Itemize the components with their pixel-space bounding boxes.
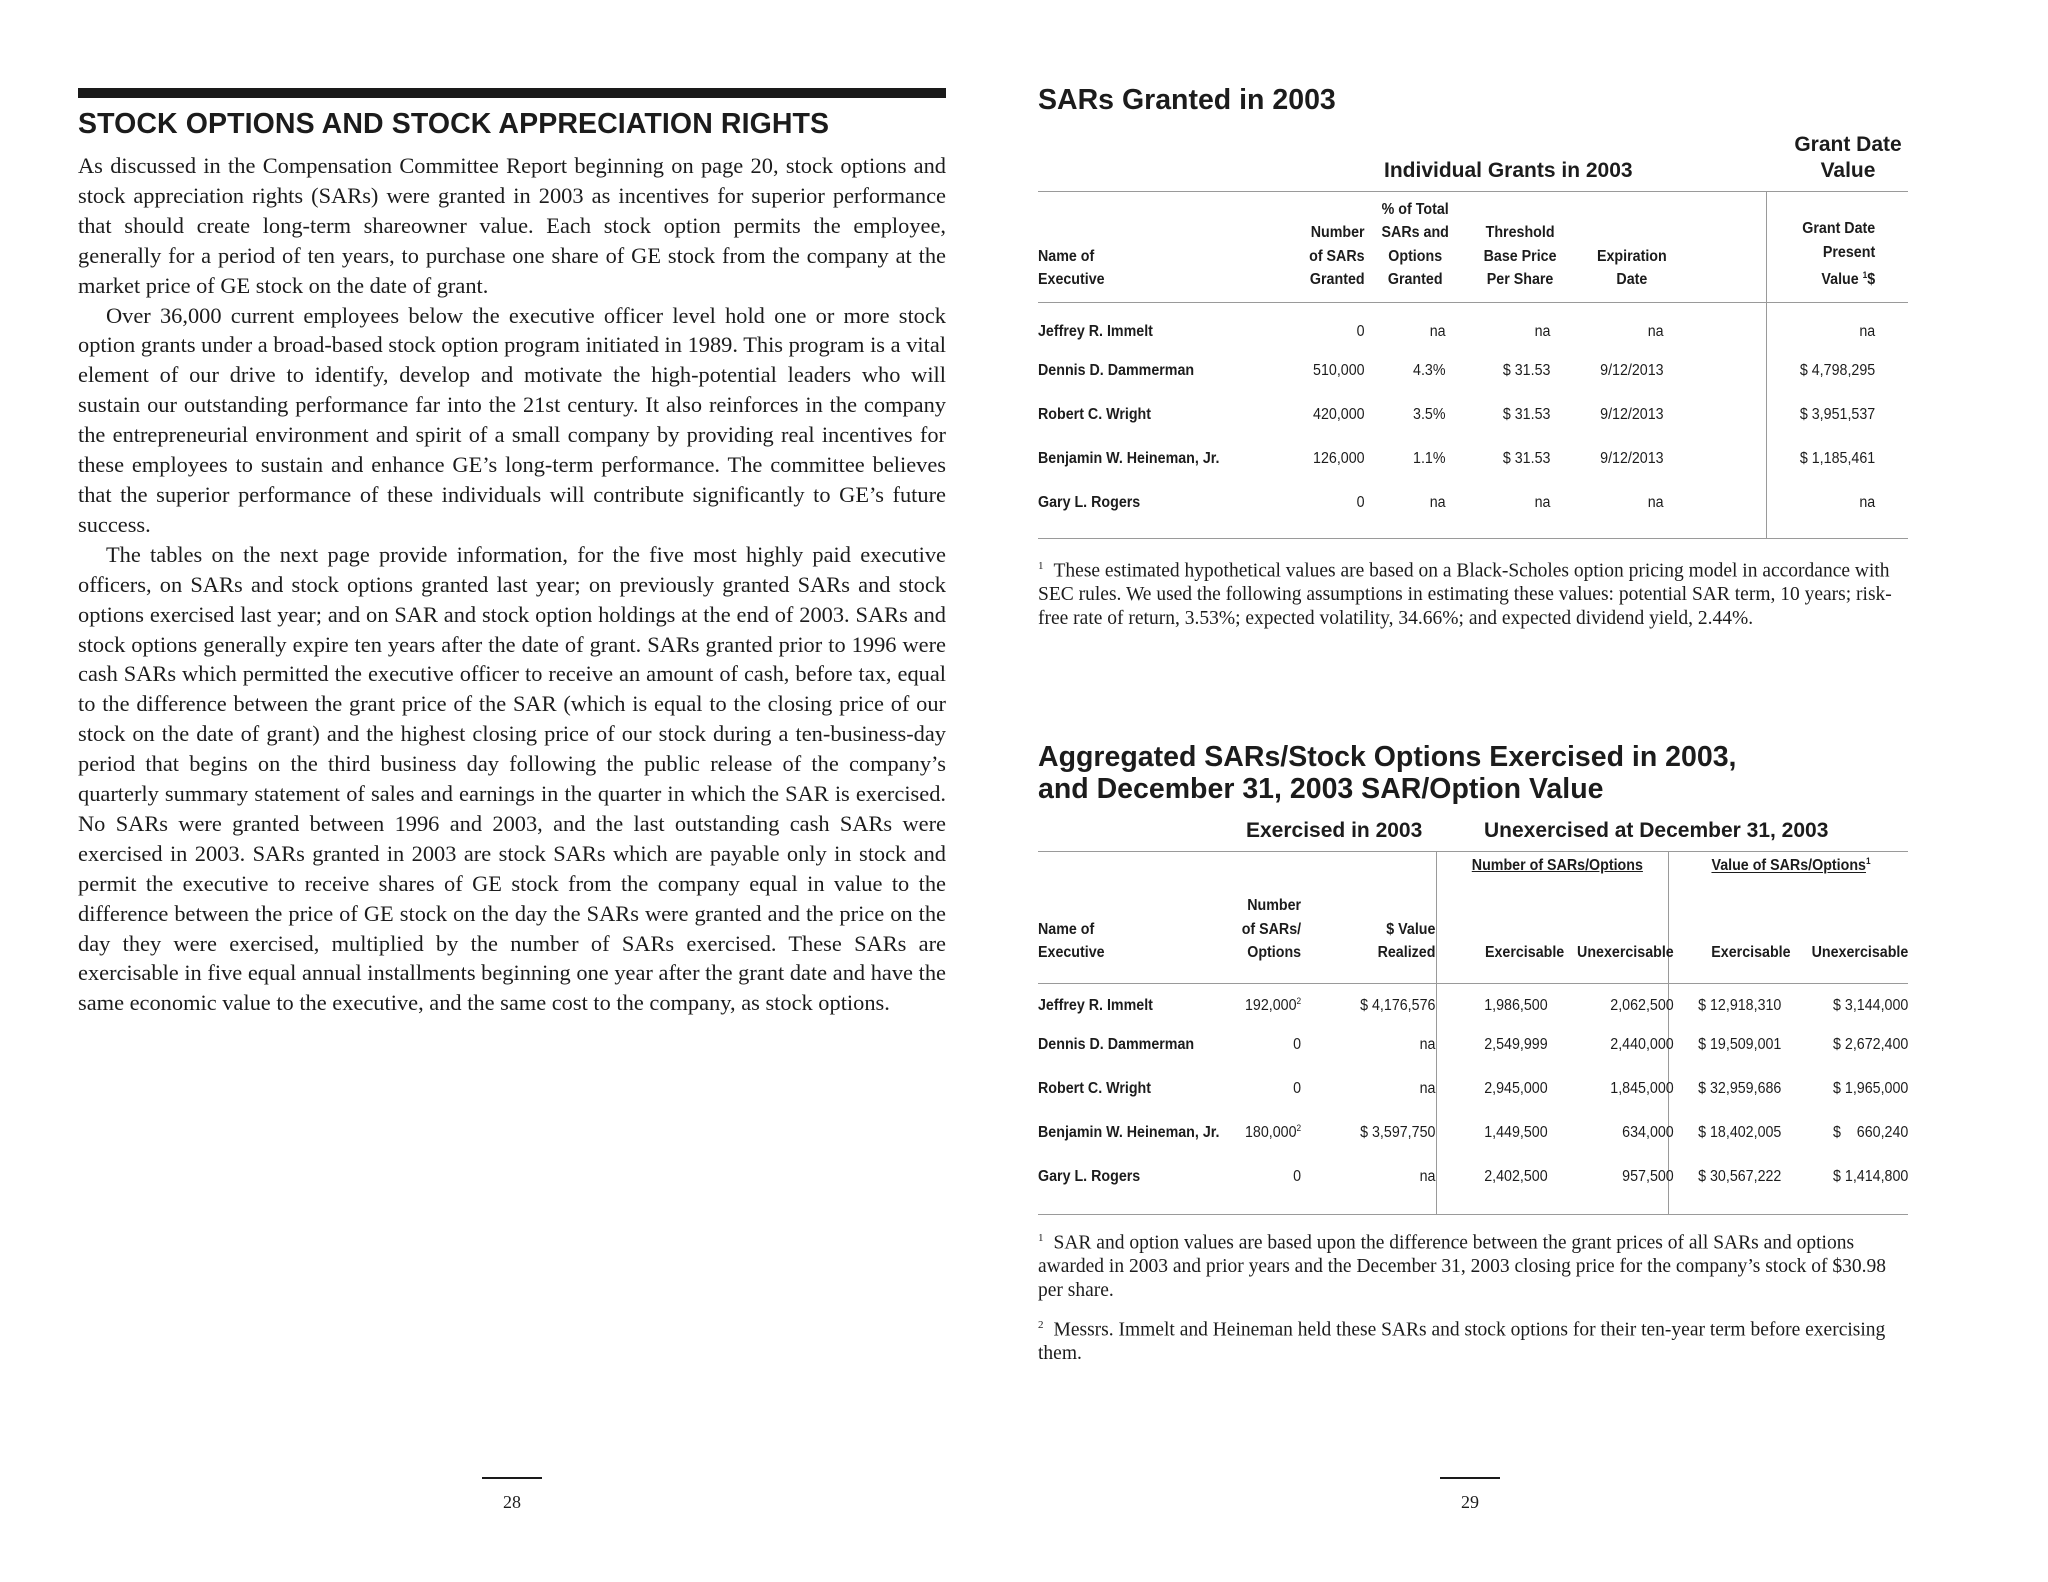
col-value-exercisable: Exercisable — [1711, 944, 1791, 962]
page-number-rule — [482, 1477, 542, 1479]
left-page — [78, 0, 946, 1582]
sub-number-of-sars-options: Number of SARs/Options — [1471, 857, 1643, 874]
table-row: Robert C. Wright 420,000 3.5% $ 31.53 9/12/2013 $ 3,951,537 — [1038, 406, 1876, 423]
paragraph-2: Over 36,000 current employees below the executive officer level hold one or more stock option grants under a broad-based stock option program initiated in 1989. This program is a vital element of our drive to identify, develop and motivate the high-potential leaders who will sustain our outstanding performance far into the 21st century. It also reinforces in the company the entrepreneurial environment and spirit of a small company by providing real incentives for these employees to sustain and enhance GE’s long-term performance. The committee believes that the superior performance of these individuals will contribute significantly to GE’s future success. — [78, 302, 946, 537]
right-page — [1038, 0, 1908, 1582]
col-unexercisable: Unexercisable — [1577, 944, 1674, 962]
col-number-of-sars-options: Number of SARs/ Options — [1241, 897, 1302, 962]
aggregated-footnote-1: $^1$ SAR and option values are based upon the difference between the grant prices of all SARs and options awarded in 2003 and prior years and the December 31, 2003 closing price for the company’s stock of $30.98 per share. — [1038, 1232, 1887, 1302]
page-number-left — [482, 1477, 542, 1513]
grant-date-value-group-header: Grant Date Value — [1794, 133, 1902, 182]
table-row: Gary L. Rogers 0 na 2,402,500 957,500 $ 30,567,222 $ 1,414,800 — [1038, 1168, 1909, 1186]
table-row: Gary L. Rogers 0 na na na na — [1038, 494, 1876, 511]
page-number-text: 29 — [1461, 1492, 1479, 1512]
paragraph-1: As discussed in the Compensation Committee Report beginning on page 20, stock options and stock appreciation rights (SARs) were granted in 2003 as incentives for superior performance that should create long-term shareowner value. Each stock option permits the employee, generally for a period of ten years, to purchase one share of GE stock from the company at the market price of GE stock on the date of grant. — [78, 153, 946, 298]
table-row: Jeffrey R. Immelt 192,000$^2$ $ 4,176,576 1,986,500 2,062,500 $ 12,918,310 $ 3,144,000 — [1038, 996, 1909, 1015]
col-exercisable: Exercisable — [1484, 944, 1565, 962]
aggregated-footnote-2: $^2$ Messrs. Immelt and Heineman held these SARs and stock options for their ten-year term before exercising them. — [1038, 1319, 1886, 1365]
col-grant-date-present-value: Grant Date Present Value $^1$\$ — [1802, 220, 1876, 289]
table-row: Benjamin W. Heineman, Jr. 180,000$^2$ $ 3,597,750 1,449,500 634,000 $ 18,402,005 $ 660,240 — [1038, 1123, 1909, 1142]
table-row: Jeffrey R. Immelt 0 na na na na — [1038, 322, 1876, 340]
exercised-group-header: Exercised in 2003 — [1246, 819, 1423, 842]
section-top-rule — [78, 88, 946, 98]
table1-bottom-rule — [1038, 538, 1908, 539]
page-number-rule — [1440, 1477, 1500, 1479]
col-name-of-executive: Name of Executive — [1038, 247, 1105, 289]
paragraph-3: The tables on the next page provide information, for the five most highly paid executive officers, on SARs and stock options granted last year; on previously granted SARs and stock options exercised last year; and on SAR and stock option holdings at the end of 2003. SARs and stock options generally expire ten years after the date of grant. SARs granted prior to 1996 were cash SARs which permitted the executive officer to receive an amount of cash, before tax, equal to the difference between the grant price of the SAR (which is equal to the closing price of our stock on the date of grant) and the highest closing price of our stock during a ten-business-day period that begins on the third business day following the public release of the company’s quarterly summary statement of sales and earnings in the quarter in which the SAR is exercised. No SARs were granted between 1996 and 2003, and the last outstanding cash SARs were exercised in 2003. SARs granted in 2003 are stock SARs which are payable only in stock and permit the executive to receive shares of GE stock from the company equal in value to the difference between the price of GE stock on the day the SARs were granted and the price on the day they were exercised, multiplied by the number of SARs exercised. These SARs are exercisable in five equal annual installments beginning one year after the grant date and have the same economic value to the executive, and the same cost to the company, as stock options. — [78, 541, 946, 1016]
page-number-right — [1440, 1477, 1500, 1513]
table2-bottom-rule — [1038, 1214, 1908, 1215]
aggregated-title: Aggregated SARs/Stock Options Exercised in 2003, and December 31, 2003 SAR/Option Value — [1038, 741, 1737, 805]
table2-colhead-rule — [1038, 983, 1908, 984]
table-row: Dennis D. Dammerman 0 na 2,549,999 2,440,000 $ 19,509,001 $ 2,672,400 — [1038, 1036, 1909, 1054]
col-number-of-sars: Number of SARs Granted — [1309, 224, 1365, 289]
unexercised-group-header: Unexercised at December 31, 2003 — [1484, 819, 1829, 842]
col-name-of-executive: Name of Executive — [1038, 920, 1105, 962]
col-value-unexercisable: Unexercisable — [1811, 944, 1909, 962]
col-threshold-price: Threshold Base Price Per Share — [1483, 224, 1557, 289]
table-row: Benjamin W. Heineman, Jr. 126,000 1.1% $ 31.53 9/12/2013 $ 1,185,461 — [1038, 450, 1876, 467]
sub-value-of-sars-options: Value of SARs/Options$^1$ — [1711, 856, 1871, 875]
col-value-realized: $ Value Realized — [1377, 920, 1436, 962]
sars-granted-table — [1038, 192, 1908, 525]
table-row: Dennis D. Dammerman 510,000 4.3% $ 31.53 9/12/2013 $ 4,798,295 — [1038, 362, 1876, 379]
individual-grants-group-header: Individual Grants in 2003 — [1384, 159, 1633, 182]
page-number-text: 28 — [503, 1492, 521, 1512]
col-expiration-date: Expiration Date — [1596, 247, 1667, 289]
sars-granted-title: SARs Granted in 2003 — [1038, 84, 1336, 116]
table1-colhead-rule — [1038, 302, 1908, 303]
col-percent-total: % of Total SARs and Options Granted — [1381, 200, 1449, 289]
aggregated-table — [1038, 852, 1908, 1199]
table-row: Robert C. Wright 0 na 2,945,000 1,845,000 $ 32,959,686 $ 1,965,000 — [1038, 1080, 1909, 1098]
body-text — [78, 151, 946, 1018]
sars-granted-footnote: $^1$ These estimated hypothetical values are based on a Black-Scholes option pricing model in accordance with SEC rules. We used the following assumptions in estimating these values: potential SAR term, 10 years; risk-free rate of return, 3.53%; expected volatility, 34.66%; and expected dividend yield, 2.44%. — [1038, 560, 1892, 630]
section-title: STOCK OPTIONS AND STOCK APPRECIATION RIGHTS — [78, 108, 830, 140]
